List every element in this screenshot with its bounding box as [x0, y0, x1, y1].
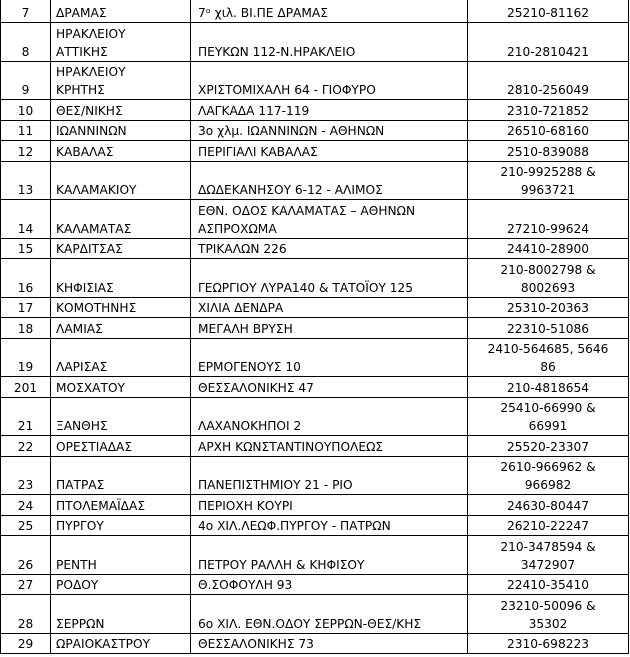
- address-cell: ΠΕΡΙΟΧΗ ΚΟΥΡΙ: [191, 495, 468, 516]
- address-cell: 4ο ΧΙΛ.ΛΕΩΦ.ΠΥΡΓΟΥ - ΠΑΤΡΩΝ: [191, 515, 468, 536]
- branch-name-cell: ΚΟΜΟΤΗΝΗΣ: [51, 297, 191, 318]
- address-cell: ΑΡΧΗ ΚΩΝΣΤΑΝΤΙΝΟΥΠΟΛΕΩΣ: [191, 436, 468, 457]
- table-row: [1, 238, 629, 259]
- branch-name-cell: ΡΟΔΟΥ: [51, 574, 191, 595]
- table-row: [1, 259, 629, 298]
- phone-cell: 210-9925288 & 9963721: [468, 161, 629, 200]
- row-number-cell: 22: [1, 436, 51, 457]
- table-row: [1, 397, 629, 436]
- phone-cell: 210-4818654: [468, 377, 629, 398]
- address-cell: ΧΙΛΙΑ ΔΕΝΔΡΑ: [191, 297, 468, 318]
- address-cell: Θ.ΣΟΦΟΥΛΗ 93: [191, 574, 468, 595]
- address-cell: ΛΑΧΑΝΟΚΗΠΟΙ 2: [191, 397, 468, 436]
- table-row: [1, 338, 629, 377]
- row-number-cell: 10: [1, 100, 51, 121]
- row-number-cell: 28: [1, 595, 51, 634]
- phone-cell: 27210-99624: [468, 200, 629, 239]
- table-row: [1, 100, 629, 121]
- phone-cell: 22310-51086: [468, 318, 629, 339]
- address-cell: ΓΕΩΡΓΙΟΥ ΛΥΡΑ140 & ΤΑΤΟΪΟΥ 125: [191, 259, 468, 298]
- branch-name-cell: ΚΑΒΑΛΑΣ: [51, 141, 191, 162]
- phone-cell: 2610-966962 & 966982: [468, 456, 629, 495]
- table-row: [1, 318, 629, 339]
- row-number-cell: 26: [1, 536, 51, 575]
- phone-cell: 25310-20363: [468, 297, 629, 318]
- row-number-cell: 27: [1, 574, 51, 595]
- table-row: [1, 61, 629, 100]
- row-number-cell: 12: [1, 141, 51, 162]
- table-row: [1, 633, 629, 654]
- branch-name-cell: ΛΑΡΙΣΑΣ: [51, 338, 191, 377]
- table-row: [1, 200, 629, 239]
- table-row: [1, 495, 629, 516]
- phone-cell: 22410-35410: [468, 574, 629, 595]
- table-row: [1, 574, 629, 595]
- address-cell: ΕΡΜΟΓΕΝΟΥΣ 10: [191, 338, 468, 377]
- phone-cell: 24410-28900: [468, 238, 629, 259]
- table-row: [1, 536, 629, 575]
- branch-name-cell: ΜΟΣΧΑΤΟΥ: [51, 377, 191, 398]
- address-cell: ΘΕΣΣΑΛΟΝΙΚΗΣ 47: [191, 377, 468, 398]
- branch-name-cell: ΘΕΣ/ΝΙΚΗΣ: [51, 100, 191, 121]
- phone-cell: 24630-80447: [468, 495, 629, 516]
- row-number-cell: 18: [1, 318, 51, 339]
- branch-name-cell: ΚΑΛΑΜΑΚΙΟΥ: [51, 161, 191, 200]
- row-number-cell: 9: [1, 61, 51, 100]
- table-row: [1, 297, 629, 318]
- table-row: [1, 436, 629, 457]
- phone-cell: 210-2810421: [468, 23, 629, 62]
- phone-cell: 25520-23307: [468, 436, 629, 457]
- address-cell: 3ο χλμ. ΙΩΑΝΝΙΝΩΝ - ΑΘΗΝΩΝ: [191, 120, 468, 141]
- phone-cell: 2310-721852: [468, 100, 629, 121]
- phone-cell: 25410-66990 & 66991: [468, 397, 629, 436]
- table-row: [1, 595, 629, 634]
- phone-cell: 2810-256049: [468, 61, 629, 100]
- branch-name-cell: ΞΑΝΘΗΣ: [51, 397, 191, 436]
- branch-name-cell: ΡΕΝΤΗ: [51, 536, 191, 575]
- row-number-cell: 21: [1, 397, 51, 436]
- row-number-cell: 17: [1, 297, 51, 318]
- row-number-cell: 29: [1, 633, 51, 654]
- branch-name-cell: ΚΑΛΑΜΑΤΑΣ: [51, 200, 191, 239]
- phone-cell: 2310-698223: [468, 633, 629, 654]
- branches-table-body: [1, 0, 629, 654]
- table-row: [1, 0, 629, 23]
- row-number-cell: 7: [1, 0, 51, 23]
- branch-name-cell: ΚΑΡΔΙΤΣΑΣ: [51, 238, 191, 259]
- branch-name-cell: ΙΩΑΝΝΙΝΩΝ: [51, 120, 191, 141]
- phone-cell: 210-3478594 & 3472907: [468, 536, 629, 575]
- row-number-cell: 201: [1, 377, 51, 398]
- branch-name-cell: ΟΡΕΣΤΙΑΔΑΣ: [51, 436, 191, 457]
- address-cell: ΜΕΓΑΛΗ ΒΡΥΣΗ: [191, 318, 468, 339]
- table-row: [1, 161, 629, 200]
- address-cell: ΠΕΥΚΩΝ 112-Ν.ΗΡΑΚΛΕΙΟ: [191, 23, 468, 62]
- row-number-cell: 8: [1, 23, 51, 62]
- address-cell: ΕΘΝ. ΟΔΟΣ ΚΑΛΑΜΑΤΑΣ – ΑΘΗΝΩΝ ΑΣΠΡΟΧΩΜΑ: [191, 200, 468, 239]
- address-cell: ΔΩΔΕΚΑΝΗΣΟΥ 6-12 - ΑΛΙΜΟΣ: [191, 161, 468, 200]
- address-cell: ΠΑΝΕΠΙΣΤΗΜΙΟΥ 21 - ΡΙΟ: [191, 456, 468, 495]
- address-cell: 6ο ΧΙΛ. ΕΘΝ.ΟΔΟΥ ΣΕΡΡΩΝ-ΘΕΣ/ΚΗΣ: [191, 595, 468, 634]
- table-row: [1, 456, 629, 495]
- address-cell: ΠΕΡΙΓΙΑΛΙ ΚΑΒΑΛΑΣ: [191, 141, 468, 162]
- branch-name-cell: ΠΑΤΡΑΣ: [51, 456, 191, 495]
- row-number-cell: 15: [1, 238, 51, 259]
- row-number-cell: 25: [1, 515, 51, 536]
- row-number-cell: 19: [1, 338, 51, 377]
- phone-cell: 26510-68160: [468, 120, 629, 141]
- address-cell: ΧΡΙΣΤΟΜΙΧΑΛΗ 64 - ΓΙΟΦΥΡΟ: [191, 61, 468, 100]
- address-cell: ΛΑΓΚΑΔΑ 117-119: [191, 100, 468, 121]
- row-number-cell: 11: [1, 120, 51, 141]
- address-cell: ΘΕΣΣΑΛΟΝΙΚΗΣ 73: [191, 633, 468, 654]
- phone-cell: 2410-564685, 5646 86: [468, 338, 629, 377]
- phone-cell: 25210-81162: [468, 0, 629, 23]
- table-row: [1, 23, 629, 62]
- phone-cell: 23210-50096 & 35302: [468, 595, 629, 634]
- branch-name-cell: ΛΑΜΙΑΣ: [51, 318, 191, 339]
- phone-cell: 210-8002798 & 8002693: [468, 259, 629, 298]
- row-number-cell: 23: [1, 456, 51, 495]
- row-number-cell: 14: [1, 200, 51, 239]
- branch-name-cell: ΣΕΡΡΩΝ: [51, 595, 191, 634]
- table-row: [1, 141, 629, 162]
- branch-name-cell: ΠΥΡΓΟΥ: [51, 515, 191, 536]
- address-cell: ΠΕΤΡΟΥ ΡΑΛΛΗ & ΚΗΦΙΣΟΥ: [191, 536, 468, 575]
- table-row: [1, 377, 629, 398]
- phone-cell: 2510-839088: [468, 141, 629, 162]
- branch-name-cell: ΔΡΑΜΑΣ: [51, 0, 191, 23]
- branch-name-cell: ΠΤΟΛΕΜΑΪΔΑΣ: [51, 495, 191, 516]
- table-row: [1, 515, 629, 536]
- branch-name-cell: ΗΡΑΚΛΕΙΟΥ ΑΤΤΙΚΗΣ: [51, 23, 191, 62]
- row-number-cell: 24: [1, 495, 51, 516]
- phone-cell: 26210-22247: [468, 515, 629, 536]
- table-row: [1, 120, 629, 141]
- branch-name-cell: ΗΡΑΚΛΕΙΟΥ ΚΡΗΤΗΣ: [51, 61, 191, 100]
- branch-name-cell: ΩΡΑΙΟΚΑΣΤΡΟΥ: [51, 633, 191, 654]
- row-number-cell: 13: [1, 161, 51, 200]
- row-number-cell: 16: [1, 259, 51, 298]
- address-cell: ΤΡΙΚΑΛΩΝ 226: [191, 238, 468, 259]
- branch-name-cell: ΚΗΦΙΣΙΑΣ: [51, 259, 191, 298]
- address-cell: 7ᵒ χιλ. ΒΙ.ΠΕ ΔΡΑΜΑΣ: [191, 0, 468, 23]
